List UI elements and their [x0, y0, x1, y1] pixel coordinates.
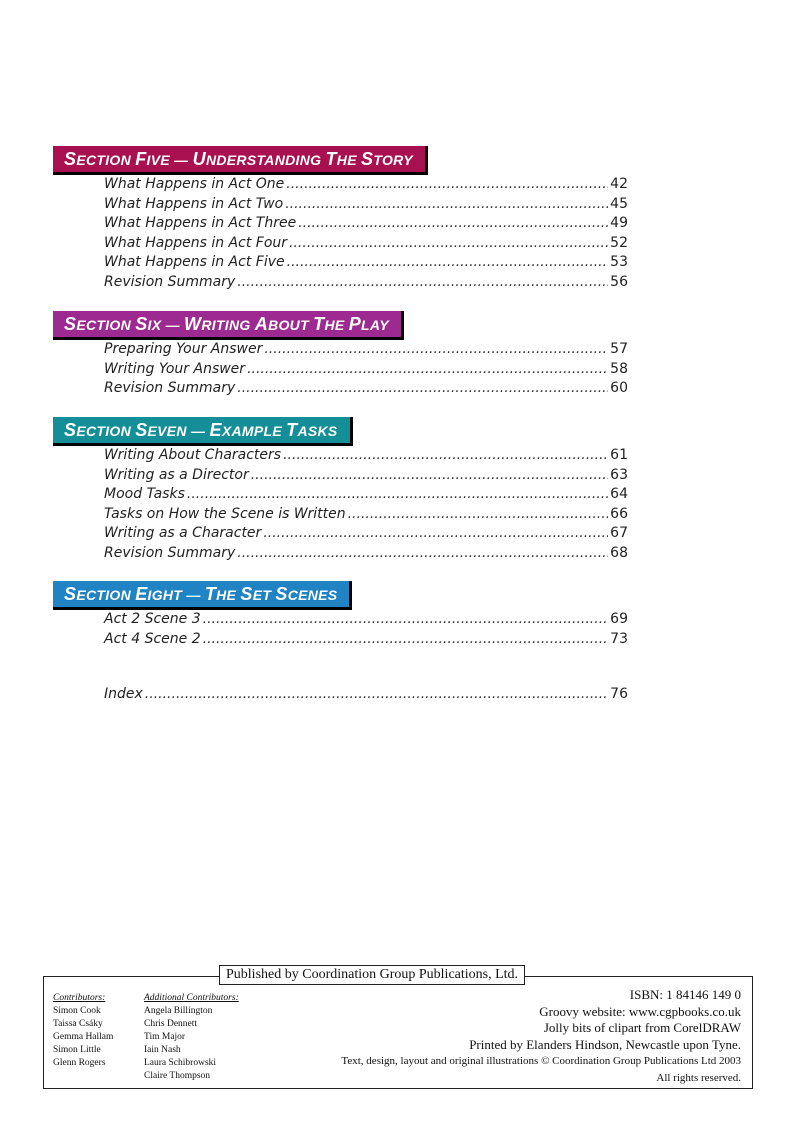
- toc-entry-page: 73: [610, 630, 628, 647]
- dot-leader: [285, 195, 608, 215]
- toc-entry[interactable]: [104, 360, 628, 380]
- toc-entry[interactable]: [104, 524, 628, 544]
- heading-text: E: [209, 420, 222, 440]
- toc-entry[interactable]: [104, 505, 628, 525]
- toc-entry-title: What Happens in Act Three: [104, 215, 297, 231]
- dot-leader: [289, 234, 608, 254]
- heading-text: ASKS: [297, 423, 338, 439]
- heading-text: E: [135, 584, 148, 604]
- additional-contributors-list: [144, 1005, 239, 1083]
- heading-text: NDERSTANDING: [205, 152, 326, 168]
- heading-text: T: [325, 149, 337, 169]
- section-seven-heading[interactable]: [53, 417, 353, 446]
- heading-text: TORY: [373, 152, 413, 168]
- toc-entry-title: Writing as a Director: [104, 466, 249, 483]
- heading-text: T: [313, 314, 325, 334]
- heading-text: S: [240, 584, 253, 604]
- publication-details: [341, 987, 741, 1086]
- toc-entry-title: Revision Summary: [104, 273, 236, 290]
- heading-text: HE: [216, 587, 241, 603]
- toc-entry-page: 76: [610, 686, 628, 702]
- contributor-name: Laura Schibrowski: [144, 1058, 217, 1068]
- copyright: Text, design, layout and original illustrations © Coordination Group Publications Ltd 2003: [341, 1055, 741, 1067]
- toc-entry-title: Writing Your Answer: [104, 360, 246, 377]
- dot-leader: [263, 524, 608, 544]
- heading-text: S: [64, 314, 77, 334]
- printer-credit: Printed by Elanders Hindson, Newcastle upon Tyne.: [469, 1036, 741, 1052]
- toc-entry-page: 61: [610, 447, 628, 463]
- toc-entry-page: 63: [610, 466, 628, 483]
- toc-entry-title: Preparing Your Answer: [104, 341, 263, 357]
- toc-entry-page: 67: [610, 525, 628, 541]
- toc-entry-page: 57: [610, 341, 628, 357]
- clipart-credit: Jolly bits of clipart from CorelDRAW: [543, 1020, 741, 1035]
- isbn: ISBN: 1 84146 149 0: [629, 987, 741, 1002]
- dot-leader: [237, 544, 608, 564]
- heading-text: IGHT —: [147, 587, 205, 603]
- dot-leader: [145, 685, 608, 705]
- toc-entry-page: 45: [610, 195, 628, 212]
- toc-entry-title: What Happens in Act Four: [104, 234, 288, 251]
- publication-info-box: [43, 967, 753, 1089]
- contributor-name: Angela Billington: [144, 1006, 213, 1016]
- heading-text: S: [64, 584, 77, 604]
- toc-entry[interactable]: [104, 466, 628, 486]
- section-six: [53, 311, 628, 399]
- toc-entry-page: 58: [610, 360, 628, 377]
- heading-text: ECTION: [76, 423, 136, 439]
- contributor-name: Claire Thompson: [144, 1071, 211, 1081]
- heading-text: S: [135, 314, 148, 334]
- toc-entry[interactable]: [104, 175, 628, 195]
- section-five: [53, 146, 628, 292]
- dot-leader: [203, 610, 609, 630]
- toc-entry-title: Act 2 Scene 3: [104, 611, 201, 627]
- section-eight-entries: [53, 610, 628, 649]
- heading-text: IX —: [147, 317, 185, 333]
- heading-text: S: [135, 420, 148, 440]
- heading-text: S: [361, 149, 374, 169]
- additional-contributors-column: [144, 992, 239, 1083]
- toc-entry[interactable]: [104, 273, 628, 293]
- heading-text: T: [286, 420, 298, 440]
- section-five-entries: [53, 175, 628, 292]
- index-entries: [53, 685, 628, 705]
- toc-entry[interactable]: [104, 485, 628, 505]
- section-eight: [53, 581, 628, 649]
- toc-entry[interactable]: [104, 379, 628, 399]
- dot-leader: [247, 360, 608, 380]
- heading-text: W: [184, 314, 202, 334]
- contributors-column: [53, 992, 113, 1070]
- toc-entry-page: 53: [610, 254, 628, 270]
- toc-entry-title: Index: [104, 686, 143, 702]
- dot-leader: [283, 446, 608, 466]
- index-block: [53, 685, 628, 705]
- heading-text: LAY: [361, 317, 389, 333]
- contributor-name: Chris Dennett: [144, 1019, 198, 1029]
- dot-leader: [298, 214, 608, 234]
- toc-entry-index[interactable]: [104, 685, 628, 705]
- toc-entry[interactable]: [104, 253, 628, 273]
- toc-entry[interactable]: [104, 195, 628, 215]
- heading-text: XAMPLE: [221, 423, 287, 439]
- heading-text: RITING: [201, 317, 255, 333]
- website[interactable]: Groovy website: www.cgpbooks.co.uk: [539, 1003, 741, 1019]
- toc-entry-title: Mood Tasks: [104, 486, 185, 502]
- section-seven-entries: [53, 446, 628, 563]
- heading-text: T: [204, 584, 217, 604]
- contributor-name: Taissa Csáky: [53, 1019, 103, 1029]
- dot-leader: [187, 485, 608, 505]
- contributors-heading: Contributors:: [53, 993, 106, 1003]
- toc-entry-page: 60: [610, 380, 628, 396]
- heading-text: BOUT: [268, 317, 314, 333]
- toc-entry[interactable]: [104, 610, 628, 630]
- contributor-name: Simon Cook: [53, 1006, 101, 1016]
- heading-text: ECTION: [76, 587, 136, 603]
- contributor-name: Glenn Rogers: [53, 1058, 106, 1068]
- heading-text: S: [275, 584, 288, 604]
- toc-entry-page: 56: [610, 273, 628, 290]
- section-six-entries: [53, 340, 628, 399]
- toc-entry-page: 68: [610, 544, 628, 561]
- dot-leader: [251, 466, 608, 486]
- heading-text: ECTION: [76, 317, 136, 333]
- heading-text: HE: [336, 152, 362, 168]
- publisher-label: Published by Coordination Group Publications, Ltd.: [219, 965, 525, 985]
- contributor-name: Gemma Hallam: [53, 1032, 114, 1042]
- heading-text: IVE —: [146, 152, 193, 168]
- heading-text: ECTION: [76, 152, 136, 168]
- heading-text: P: [348, 314, 361, 334]
- toc-entry-page: 52: [610, 234, 628, 251]
- dot-leader: [237, 379, 608, 399]
- toc-entry-title: What Happens in Act One: [104, 176, 285, 192]
- heading-text: HE: [324, 317, 349, 333]
- toc-entry-page: 64: [610, 486, 628, 502]
- additional-contributors-heading: Additional Contributors:: [144, 993, 239, 1003]
- dot-leader: [203, 630, 609, 650]
- toc-entry[interactable]: [104, 544, 628, 564]
- heading-text: ET: [252, 587, 276, 603]
- dot-leader: [237, 273, 608, 293]
- dot-leader: [348, 505, 609, 525]
- toc-entry[interactable]: [104, 630, 628, 650]
- toc-entry-title: Act 4 Scene 2: [104, 630, 201, 647]
- heading-text: F: [135, 149, 147, 169]
- section-eight-heading[interactable]: [53, 581, 352, 610]
- dot-leader: [287, 253, 609, 273]
- heading-text: EVEN —: [147, 423, 210, 439]
- section-seven: [53, 417, 628, 563]
- contributor-name: Simon Little: [53, 1045, 101, 1055]
- toc-entry[interactable]: [104, 234, 628, 254]
- toc-entry-title: Tasks on How the Scene is Written: [104, 505, 346, 522]
- toc-entry-title: Revision Summary: [104, 380, 236, 396]
- heading-text: A: [254, 314, 269, 334]
- contributors-list: [53, 1005, 113, 1070]
- toc-entry[interactable]: [104, 214, 628, 234]
- contributor-name: Tim Major: [144, 1032, 186, 1042]
- section-six-heading[interactable]: [53, 311, 404, 340]
- toc-entry[interactable]: [104, 446, 628, 466]
- toc-entry-title: Writing About Characters: [104, 447, 282, 463]
- dot-leader: [286, 175, 608, 195]
- toc-entry-title: What Happens in Act Five: [104, 254, 285, 270]
- section-five-heading[interactable]: [53, 146, 428, 175]
- toc-entry-title: Revision Summary: [104, 544, 236, 561]
- heading-text: CENES: [287, 587, 338, 603]
- contributor-name: Iain Nash: [144, 1045, 181, 1055]
- toc-entry-page: 69: [610, 611, 628, 627]
- rights: All rights reserved.: [656, 1071, 741, 1084]
- heading-text: U: [192, 149, 206, 169]
- heading-text: S: [64, 420, 77, 440]
- heading-text: S: [64, 149, 77, 169]
- toc-entry-title: Writing as a Character: [104, 525, 262, 541]
- dot-leader: [264, 340, 608, 360]
- toc-entry-page: 66: [610, 505, 628, 522]
- toc-entry[interactable]: [104, 340, 628, 360]
- toc-entry-page: 42: [610, 176, 628, 192]
- toc-entry-title: What Happens in Act Two: [104, 195, 284, 212]
- toc-entry-page: 49: [610, 215, 628, 231]
